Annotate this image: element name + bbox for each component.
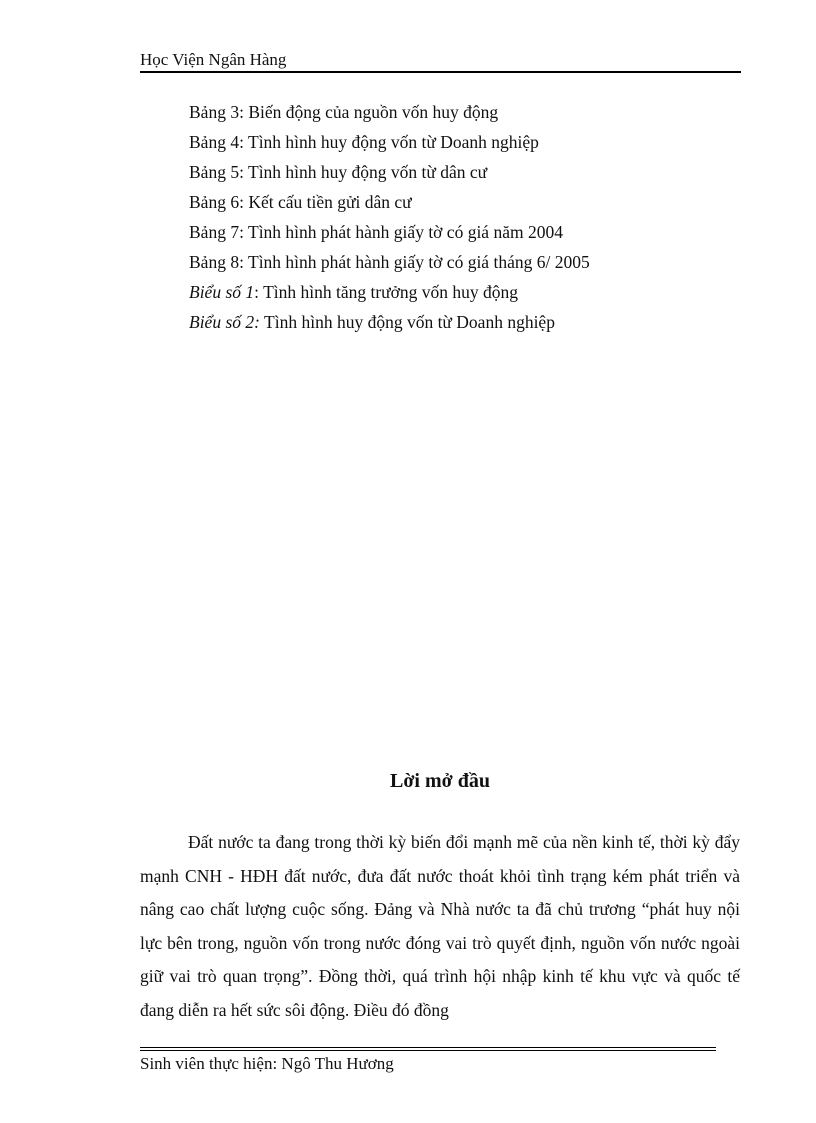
list-item bbox=[189, 187, 590, 217]
list-item-text: Tình hình huy động vốn từ Doanh nghiệp bbox=[248, 132, 539, 152]
list-item bbox=[189, 217, 590, 247]
list-item-prefix: Biểu số 1 bbox=[189, 282, 255, 302]
list-item-text: Tình hình huy động vốn từ Doanh nghiệp bbox=[264, 312, 555, 332]
list-item bbox=[189, 97, 590, 127]
list-item-prefix: Bảng 7 bbox=[189, 222, 240, 242]
body-paragraph: Đất nước ta đang trong thời kỳ biến đổi mạnh mẽ của nền kinh tế, thời kỳ đẩy mạnh CNH - HĐH đất nước, đưa đất nước thoát khỏi tình trạng kém phát triển và nâng cao chất lượng cuộc sống. Đảng và Nhà nước ta đã chủ trương “phát huy nội lực bên trong, nguồn vốn trong nước đóng vai trò quyết định, nguồn vốn nước ngoài giữ vai trò quan trọng”. Đồng thời, quá trình hội nhập kinh tế khu vực và quốc tế đang diễn ra hết sức sôi động. Điều đó đồng bbox=[140, 832, 740, 1020]
list-item-separator: : bbox=[239, 132, 248, 152]
header-divider bbox=[140, 71, 741, 73]
page-header: Học Viện Ngân Hàng bbox=[140, 50, 287, 69]
list-item-separator: : bbox=[254, 282, 264, 302]
list-item bbox=[189, 247, 590, 277]
list-item-separator: : bbox=[239, 192, 249, 212]
footer-divider bbox=[140, 1050, 716, 1051]
list-item-prefix: Bảng 3 bbox=[189, 102, 240, 122]
list-item-text: Tình hình phát hành giấy tờ có giá năm 2004 bbox=[248, 222, 563, 242]
list-item-separator: : bbox=[239, 102, 249, 122]
list-item-prefix: Bảng 4 bbox=[189, 132, 240, 152]
section-title: Lời mở đầu bbox=[390, 770, 490, 792]
list-item-separator: : bbox=[239, 222, 248, 242]
list-item bbox=[189, 307, 590, 337]
list-item bbox=[189, 157, 590, 187]
footer-divider bbox=[140, 1047, 716, 1048]
list-item-prefix: Biểu số 2: bbox=[189, 312, 260, 332]
list-item-prefix: Bảng 8 bbox=[189, 252, 240, 272]
table-list bbox=[189, 97, 590, 337]
list-item-text: Tình hình phát hành giấy tờ có giá tháng 6/ 2005 bbox=[248, 252, 590, 272]
list-item-prefix: Bảng 6 bbox=[189, 192, 240, 212]
list-item-text: Biến động của nguồn vốn huy động bbox=[248, 102, 499, 122]
list-item-text: Tình hình tăng trưởng vốn huy động bbox=[263, 282, 519, 302]
list-item-separator: : bbox=[239, 162, 248, 182]
list-item-prefix: Bảng 5 bbox=[189, 162, 240, 182]
list-item bbox=[189, 127, 590, 157]
list-item bbox=[189, 277, 590, 307]
list-item-text: Tình hình huy động vốn từ dân cư bbox=[248, 162, 488, 182]
list-item-text: Kết cấu tiền gửi dân cư bbox=[248, 192, 412, 212]
page-footer: Sinh viên thực hiện: Ngô Thu Hương bbox=[140, 1054, 394, 1073]
list-item-separator: : bbox=[239, 252, 248, 272]
